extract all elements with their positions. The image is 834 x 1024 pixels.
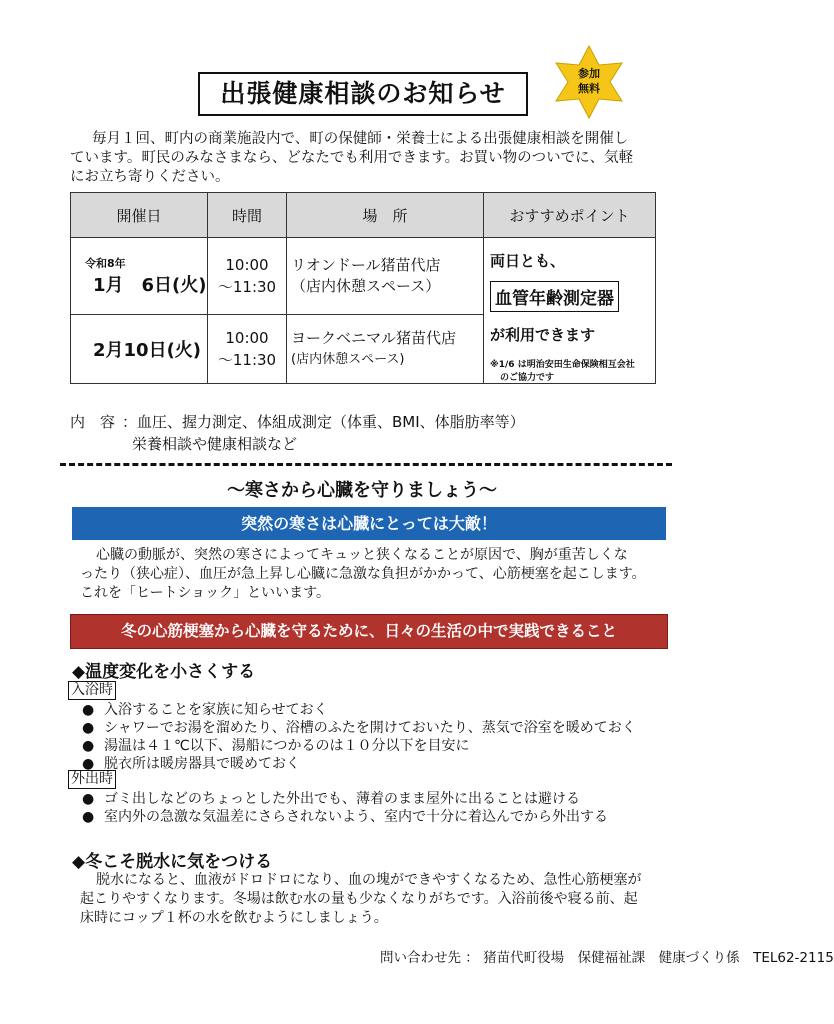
point-line2: が利用できます [490,326,596,344]
dehydration-line2: 起こりやすくなります。冬場は飲む水の量も少なくなりがちです。入浴前後や寝る前、起 [80,891,638,907]
header-point: おすすめポイント [484,193,656,238]
content-label: 内 容 [70,413,116,431]
bullet-icon: ● [82,738,95,754]
bullet-icon: ● [82,720,95,736]
point-line1: 両日とも、 [490,252,566,270]
section-title: ～寒さから心臓を守りましょう～ [227,480,497,501]
heart-para-line2: ったり（狭心症）、血圧が急上昇し心臓に急激な負担がかかって、心筋梗塞を起こします。 [80,566,646,582]
content-line2: 栄養相談や健康相談など [132,435,298,453]
place-detail: （店内休憩スペース） [291,277,441,296]
dehydration-line1: 脱水になると、血液がドロドロになり、血の塊ができやすくなるため、急性心筋梗塞が [96,872,642,888]
intro-line-3: にお立ち寄りください。 [70,169,230,185]
bullet-icon: ● [82,756,95,772]
place-cell [287,315,484,384]
list-item: ● 湯温は４１℃以下、湯船につかるのは１０分以下を目安に [82,738,470,754]
date-text: 2月10日(火) [93,340,202,362]
list-item: ● 入浴することを家族に知らせておく [82,702,328,718]
list-item: ● ゴミ出しなどのちょっとした外出でも、薄着のまま屋外に出ることは避ける [82,791,580,807]
section-divider [60,463,672,466]
time-end: ～11:30 [217,351,277,370]
schedule-row [71,238,656,315]
blue-banner: 突然の寒さは心臓にとっては大敵！ [72,507,666,540]
date-text: 1月 6日(火) [93,275,207,297]
schedule-table [70,192,656,384]
time-start: 10:00 [225,256,269,275]
bullet-icon: ● [82,809,95,825]
time-cell [208,238,287,315]
intro-line-1: 毎月１回、町内の商業施設内で、町の保健師・栄養士による出張健康相談を開催し [92,131,629,147]
place-cell [287,238,484,315]
era-label: 令和8年 [85,257,126,271]
point-note2: のご協力です [500,373,555,383]
bullet-icon: ● [82,702,95,718]
time-start: 10:00 [225,329,269,348]
point-cell [484,238,656,384]
point-boxed: 血管年齢測定器 [490,281,619,312]
badge-line2: 無料 [578,82,600,95]
date-cell [71,315,208,384]
heart-para-line1: 心臓の動脈が、突然の寒さによってキュッと狭くなることが原因で、胸が重苦しくな [96,547,628,563]
header-date: 開催日 [71,193,208,238]
schedule-header-row [71,193,656,238]
badge-line1: 参加 [578,67,600,80]
badge-text [550,66,628,96]
content-line1: ：血圧、握力測定、体組成測定（体重、BMI、体脂肪率等） [122,413,525,431]
contact-info: 問い合わせ先 ： 猪苗代町役場 保健福祉課 健康づくり係 TEL62-2115 [380,950,834,966]
red-banner: 冬の心筋梗塞から心臓を守るために、日々の生活の中で実践できること [70,614,668,649]
place-name: ヨークベニマル猪苗代店 [291,329,457,348]
temp-heading: ◆温度変化を小さくする [72,662,256,682]
place-detail: (店内休憩スペース) [291,352,405,368]
dehydration-line3: 床時にコップ１杯の水を飲むようにしましょう。 [80,910,388,926]
dehydration-heading: ◆冬こそ脱水に気をつける [72,852,273,872]
heart-para-line3: これを「ヒートショック」といいます。 [80,585,331,601]
point-note1: ※1/6 は明治安田生命保険相互会社 [490,360,635,370]
time-end: ～11:30 [217,278,277,297]
place-name: リオンドール猪苗代店 [291,256,441,275]
bath-label: 入浴時 [68,681,116,700]
bullet-icon: ● [82,791,95,807]
page-title: 出張健康相談のお知らせ [198,72,528,116]
intro-line-2: ています。町民のみなさまなら、どなたでも利用できます。お買い物のついでに、気軽 [70,150,634,166]
list-item: ● 室内外の急激な気温差にさらされないよう、室内で十分に着込んでから外出する [82,809,608,825]
out-label: 外出時 [68,770,116,789]
list-item: ● 脱衣所は暖房器具で暖めておく [82,756,300,772]
list-item: ● シャワーでお湯を溜めたり、浴槽のふたを開けておいたり、蒸気で浴室を暖めておく [82,720,636,736]
header-place: 場 所 [287,193,484,238]
date-cell [71,238,208,315]
header-time: 時間 [208,193,287,238]
time-cell [208,315,287,384]
